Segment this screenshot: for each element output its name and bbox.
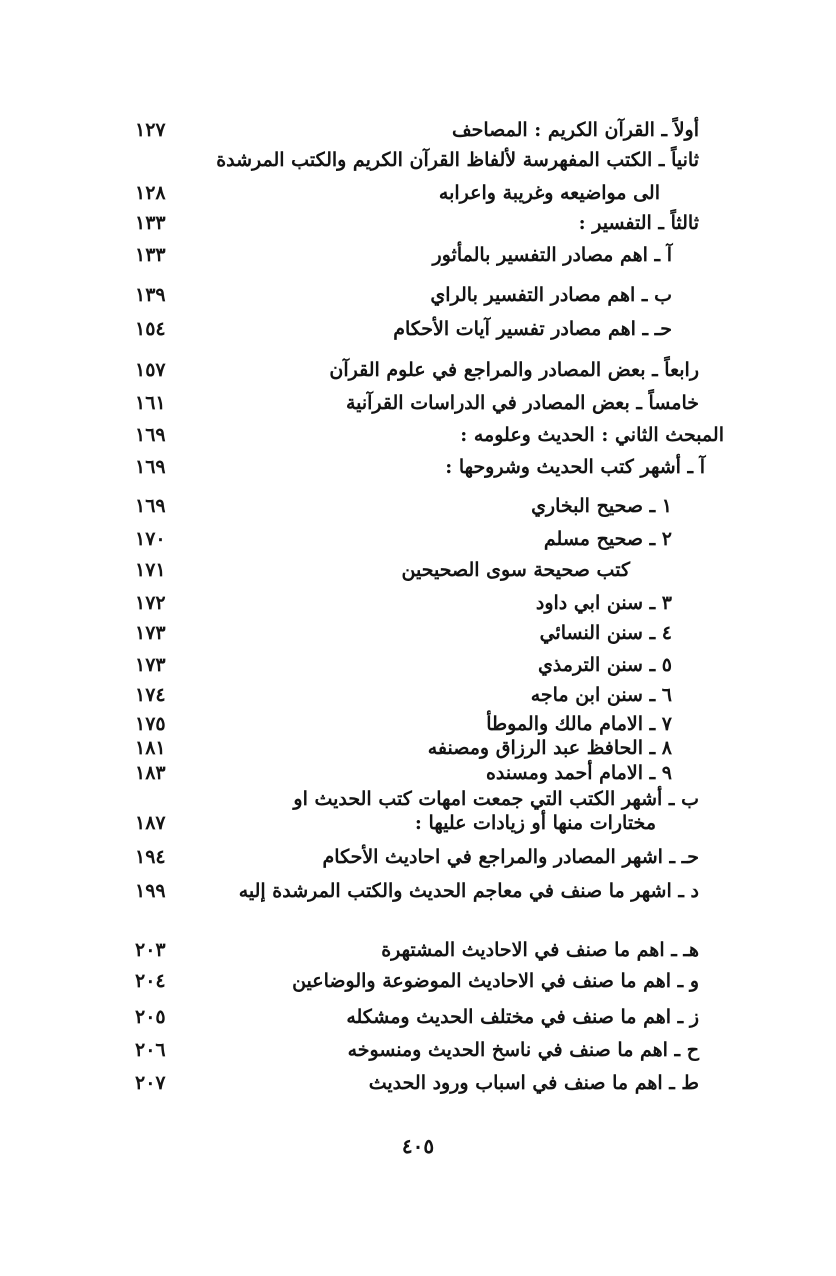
toc-entry	[0, 586, 836, 620]
toc-entry	[0, 964, 836, 998]
toc-entry-page: ٢٠٧	[135, 1072, 166, 1094]
toc-entry-title: ٩ ـ الامام أحمد ومسنده	[485, 762, 672, 784]
toc-entry-title: رابعاً ـ بعض المصادر والمراجع في علوم القرآن	[329, 359, 699, 381]
toc-entry	[0, 522, 836, 556]
toc-entry-page: ١٦٩	[135, 456, 166, 478]
toc-entry-title: د ـ اشهر ما صنف في معاجم الحديث والكتب المرشدة إليه	[238, 880, 699, 902]
toc-entry-title: و ـ اهم ما صنف في الاحاديث الموضوعة والوضاعين	[292, 970, 699, 992]
toc-entry-page: ١٦١	[135, 392, 166, 414]
toc-entry-title: ١ ـ صحيح البخاري	[531, 495, 672, 517]
toc-entry-page: ١٥٧	[135, 359, 166, 381]
toc-entry-title: أولاً ـ القرآن الكريم : المصاحف	[451, 119, 699, 141]
toc-entry-title: آ ـ اهم مصادر التفسير بالمأثور	[432, 244, 672, 266]
toc-entry-page: ١٦٩	[135, 424, 166, 446]
toc-entry-page: ١٨٣	[135, 762, 166, 784]
toc-entry-title: خامساً ـ بعض المصادر في الدراسات القرآنية	[345, 392, 699, 414]
toc-entry-page: ١٢٨	[135, 182, 166, 204]
page-number: ٤٠٥	[401, 1134, 435, 1158]
toc-entry-title: ط ـ اهم ما صنف في اسباب ورود الحديث	[368, 1072, 699, 1094]
toc-entry-title: ٨ ـ الحافظ عبد الرزاق ومصنفه	[427, 737, 672, 759]
toc-entry	[0, 874, 836, 908]
toc-entry	[0, 238, 836, 272]
toc-entry-title: ح ـ اهم ما صنف في ناسخ الحديث ومنسوخه	[347, 1039, 699, 1061]
toc-entry-page: ١٩٩	[135, 880, 166, 902]
toc-entry-page: ١٩٤	[135, 846, 166, 868]
toc-entry-title: ٦ ـ سنن ابن ماجه	[530, 684, 672, 706]
toc-entry-page: ١٥٤	[135, 318, 166, 340]
toc-entry	[0, 553, 836, 587]
toc-entry-title: ز ـ اهم ما صنف في مختلف الحديث ومشكله	[346, 1006, 699, 1028]
toc-entry	[0, 933, 836, 967]
toc-entry-page: ١٧١	[135, 559, 166, 581]
toc-entry	[0, 353, 836, 387]
toc-entry	[0, 418, 836, 452]
toc-entry-title: حـ ـ اهم مصادر تفسير آيات الأحكام	[393, 318, 672, 340]
toc-entry-page: ٢٠٤	[135, 970, 166, 992]
toc-entry-title: المبحث الثاني : الحديث وعلومه :	[460, 424, 724, 446]
toc-entry	[0, 489, 836, 523]
toc-entry-title: ب ـ أشهر الكتب التي جمعت امهات كتب الحديث او	[293, 788, 699, 810]
toc-entry-page: ١٧٣	[135, 622, 166, 644]
toc-entry-page: ١٣٣	[135, 244, 166, 266]
toc-entry	[0, 806, 836, 840]
toc-entry-title: ٢ ـ صحيح مسلم	[543, 528, 672, 550]
toc-entry	[0, 312, 836, 346]
toc-entry-page: ١٨١	[135, 737, 166, 759]
toc-entry	[0, 113, 836, 147]
toc-entry-title: حـ ـ اشهر المصادر والمراجع في احاديث الأحكام	[322, 846, 699, 868]
toc-entry	[0, 450, 836, 484]
toc-entry-title: ٣ ـ سنن ابي داود	[535, 592, 672, 614]
toc-entry	[0, 1000, 836, 1034]
toc-entry-page: ٢٠٣	[135, 939, 166, 961]
toc-entry	[0, 1066, 836, 1100]
toc-entry	[0, 206, 836, 240]
toc-entry-page: ١٧٤	[135, 684, 166, 706]
toc-entry-title: كتب صحيحة سوى الصحيحين	[401, 559, 630, 581]
toc-entry-page: ١٣٣	[135, 212, 166, 234]
toc-entry	[0, 616, 836, 650]
toc-entry-title: مختارات منها أو زيادات عليها :	[414, 812, 656, 834]
toc-entry-title: آ ـ أشهر كتب الحديث وشروحها :	[445, 456, 705, 478]
toc-entry	[0, 648, 836, 682]
toc-entry-page: ١٧٠	[135, 528, 166, 550]
toc-entry-title: هـ ـ اهم ما صنف في الاحاديث المشتهرة	[381, 939, 699, 961]
toc-entry	[0, 386, 836, 420]
toc-entry-page: ١٦٩	[135, 495, 166, 517]
toc-entry-page: ٢٠٦	[135, 1039, 166, 1061]
toc-entry-page: ١٢٧	[135, 119, 166, 141]
toc-entry-title: ٧ ـ الامام مالك والموطأ	[486, 713, 672, 735]
toc-entry	[0, 840, 836, 874]
toc-entry-title: ٥ ـ سنن الترمذي	[537, 654, 672, 676]
toc-entry-page: ١٨٧	[135, 812, 166, 834]
toc-entry	[0, 278, 836, 312]
toc-entry	[0, 143, 836, 177]
toc-entry-title: ثالثاً ـ التفسير :	[578, 212, 699, 234]
toc-entry-title: الى مواضيعه وغريبة واعرابه	[438, 182, 660, 204]
toc-entry-title: ب ـ اهم مصادر التفسير بالراي	[430, 284, 672, 306]
toc-entry-page: ١٣٩	[135, 284, 166, 306]
toc-entry-title: ثانياً ـ الكتب المفهرسة لألفاظ القرآن الكريم والكتب المرشدة	[216, 149, 699, 171]
toc-entry	[0, 176, 836, 210]
toc-entry-page: ١٧٣	[135, 654, 166, 676]
toc-entry-page: ١٧٢	[135, 592, 166, 614]
toc-entry-page: ١٧٥	[135, 713, 166, 735]
toc-entry-title: ٤ ـ سنن النسائي	[539, 622, 672, 644]
toc-entry-page: ٢٠٥	[135, 1006, 166, 1028]
toc-entry	[0, 1033, 836, 1067]
